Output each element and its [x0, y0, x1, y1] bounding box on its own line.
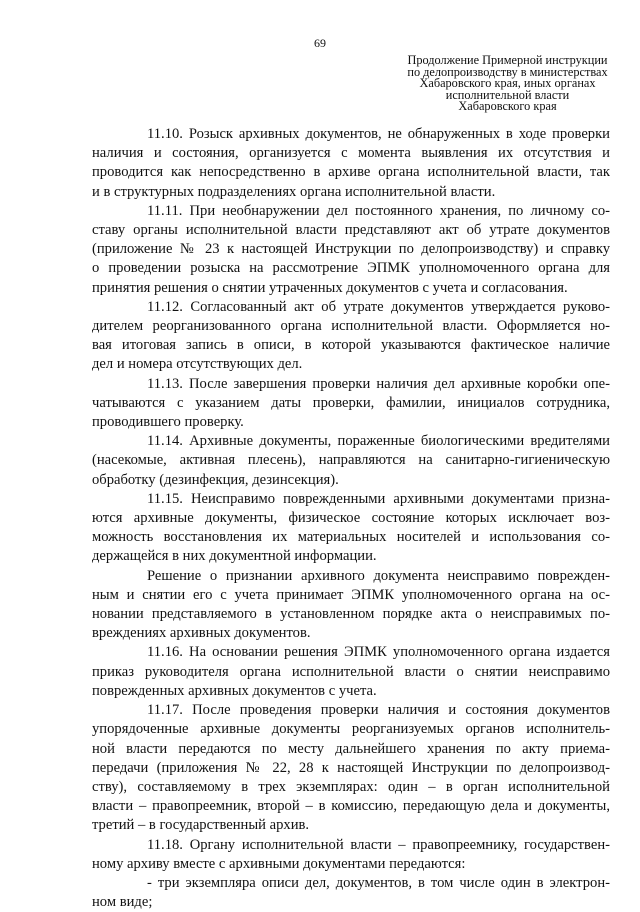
running-head-line: по делопроизводству в министерствах: [407, 64, 608, 79]
text-line: 11.18. Органу исполнительной власти – правопреемнику, государствен-: [147, 836, 610, 853]
text-line: 11.13. После завершения проверки наличия дел архивные коробки опе-: [147, 375, 610, 392]
paragraph: [92, 298, 610, 375]
text-line: можность восстановления их материальных носителей и использования со-: [92, 529, 610, 546]
text-line: проводившего проверку.: [92, 414, 244, 431]
text-line: (приложение № 23 к настоящей Инструкции по делопроизводству) и справку: [92, 241, 610, 258]
running-head: [400, 55, 615, 113]
text-line: приказ руководителя органа исполнительной власти о снятии неисправимо: [92, 663, 610, 680]
text-line: проводится как непосредственно в архиве органа исполнительной власти, так: [92, 164, 610, 181]
text-line: 11.17. После проведения проверки наличия и состояния документов: [147, 702, 610, 719]
paragraph: [92, 202, 610, 298]
text-line: 11.12. Согласованный акт об утрате документов утверждается руково-: [147, 298, 610, 315]
text-line: власти – правопреемник, второй – в комиссию, передающую дела и документы,: [92, 798, 610, 815]
text-line: 11.11. При необнаружении дел постоянного хранения, по личному со-: [147, 202, 610, 219]
text-line: ной власти передаются по месту дальнейшего хранения по акту приема-: [92, 740, 610, 757]
text-line: 11.16. На основании решения ЭПМК уполномоченного органа издается: [147, 644, 610, 661]
text-line: Решение о признании архивного документа неисправимо поврежден-: [147, 567, 610, 584]
running-head-line: Продолжение Примерной инструкции: [407, 53, 608, 67]
text-line: и в структурных подразделениях органа исполнительной власти.: [92, 183, 496, 200]
text-line: держащейся в них документной информации.: [92, 548, 377, 565]
text-line: третий – в государственный архив.: [92, 817, 310, 834]
text-line: 11.15. Неисправимо поврежденными архивными документами призна-: [147, 490, 610, 507]
text-line: ном виде;: [92, 894, 153, 911]
text-line: 11.14. Архивные документы, пораженные биологическими вредителями: [147, 433, 610, 450]
paragraph: [92, 490, 610, 567]
paragraph: [92, 643, 610, 701]
paragraph: [92, 432, 610, 490]
text-line: чатываются с указанием даты проверки, фамилии, инициалов сотрудника,: [92, 394, 610, 411]
paragraph: [92, 836, 610, 874]
paragraph: [92, 375, 610, 433]
text-line: дителем реорганизованного органа исполнительной власти. Оформляется но-: [92, 318, 610, 335]
text-line: 11.10. Розыск архивных документов, не обнаруженных в ходе проверки: [147, 126, 610, 142]
text-line: - три экземпляра описи дел, документов, в том числе один в электрон-: [147, 874, 610, 891]
text-line: ются архивные документы, физическое состояние которых исключает воз-: [92, 510, 610, 527]
text-line: ным и снятии его с учета принимает ЭПМК уполномоченного органа на ос-: [92, 586, 610, 603]
running-head-line: исполнительной власти: [445, 87, 570, 102]
text-line: принятия решения о снятии утраченных документов с учета и согласования.: [92, 279, 568, 296]
paragraph: [92, 701, 610, 835]
text-line: поврежденных архивных документов с учета.: [92, 682, 377, 699]
running-head-line: Хабаровского края: [458, 99, 557, 114]
text-line: вреждениях архивных документов.: [92, 625, 311, 642]
text-line: ству), составляемому в трех экземплярах: один – в орган исполнительной: [92, 778, 610, 795]
text-line: дел и номера отсутствующих дел.: [92, 356, 303, 373]
text-line: передачи (приложения № 22, 28 к настоящей Инструкции по делопроизвод-: [92, 759, 610, 776]
text-line: упорядоченные архивные документы реорганизуемых органов исполнитель-: [92, 721, 610, 738]
paragraph: [92, 874, 610, 912]
text-line: новании представляемого в установленном порядке акта о неисправимых по-: [92, 606, 610, 623]
running-head-line: Хабаровского края, иных органах: [419, 76, 596, 91]
text-line: наличия и состояния, организуется с момента выявления их отсутствия и: [92, 145, 610, 162]
text-line: ставу органы исполнительной власти представляют акт об утрате документов: [92, 222, 610, 239]
text-line: обработку (дезинфекция, дезинсекция).: [92, 471, 339, 488]
body-text: [92, 125, 610, 912]
paragraph: [92, 567, 610, 644]
text-line: ному архиву вместе с архивными документами передаются:: [92, 855, 466, 872]
text-line: вая итоговая запись в описи, в которой указываются фактическое наличие: [92, 337, 610, 354]
paragraph: [92, 125, 610, 202]
text-line: (насекомые, активная плесень), направляются на санитарно-гигиеническую: [92, 452, 610, 469]
page-number: 69: [314, 36, 326, 50]
text-line: о проведении розыска на рассмотрение ЭПМК уполномоченного органа для: [92, 260, 610, 277]
